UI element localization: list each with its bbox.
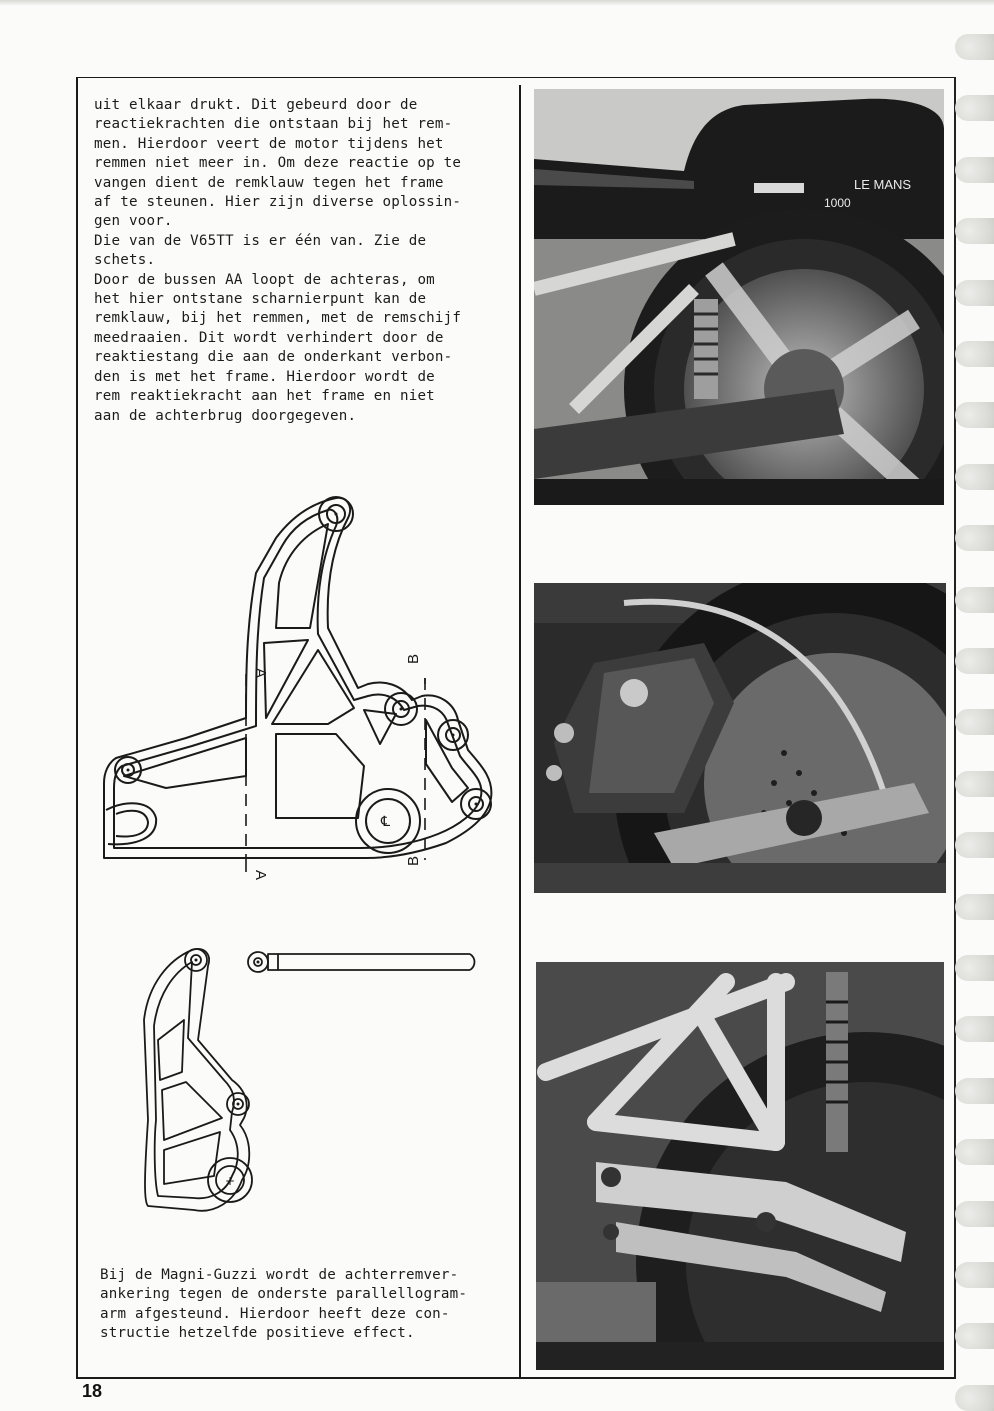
body-line: meedraaien. Dit wordt verhindert door de [94,329,444,346]
section-label-a-bottom: A [252,870,269,881]
binder-hole [955,1323,994,1349]
brake-plate-drawing [96,488,516,888]
body-line: remmen niet meer in. Om deze reactie op te [94,155,462,172]
binder-hole [955,525,994,551]
body-line: men. Hierdoor veert de motor tijdens het [94,135,444,152]
section-label-a-top: A [252,668,269,679]
binder-hole [955,1262,994,1288]
body-line: af te steunen. Hier zijn diverse oplossin- [94,194,462,211]
caption-line: arm afgesteund. Hierdoor heeft deze con- [100,1305,450,1322]
photo-caliper-closeup [534,583,946,893]
binder-hole [955,157,994,183]
photo-magni-parallelogram [536,962,944,1370]
axle-mark: + [225,1174,236,1188]
body-text [94,96,510,426]
binder-hole [955,709,994,735]
binder-hole [955,1016,994,1042]
binder-hole [955,894,994,920]
binder-hole [955,218,994,244]
body-line: gen voor. [94,213,173,230]
binder-hole [955,464,994,490]
binder-hole [955,771,994,797]
binder-hole [955,1078,994,1104]
binder-hole [955,832,994,858]
binder-hole [955,402,994,428]
page-number: 18 [82,1381,103,1401]
body-line: rem reaktiekracht aan het frame en niet [94,388,435,405]
binder-hole [955,1139,994,1165]
page-top-edge [0,0,994,6]
column-divider [519,85,521,1379]
axle-centerline-symbol: ℄ [381,814,390,830]
caption-line: ankering tegen de onderste parallellogram- [100,1286,468,1303]
caption-line: Bij de Magni-Guzzi wordt de achterremver- [100,1267,459,1283]
binder-hole [955,648,994,674]
body-line: het hier ontstane scharnierpunt kan de [94,291,427,308]
body-line: reaktiestang die aan de onderkant verbon- [94,349,453,366]
binder-hole [955,955,994,981]
brake-plate-small-drawing [134,940,494,1220]
body-line: reactiekrachten die ontstaan bij het rem- [94,116,453,133]
body-line: Die van de V65TT is er één van. Zie de [94,232,427,249]
body-line: Door de bussen AA loopt de achteras, om [94,271,435,288]
body-line: den is met het frame. Hierdoor wordt de [94,368,435,385]
binder-hole [955,1201,994,1227]
caption-text [100,1266,516,1344]
binder-hole [955,280,994,306]
badge-1000: 1000 [824,196,851,210]
binder-hole [955,341,994,367]
body-line: aan de achterbrug doorgegeven. [94,407,357,424]
binder-hole [955,1385,994,1411]
binder-hole [955,34,994,60]
body-line: vangen dient de remklauw tegen het frame [94,174,444,191]
binder-hole [955,95,994,121]
body-line: remklauw, bij het remmen, met de remschijf [94,310,462,327]
photo-le-mans-rear [534,89,944,505]
binder-hole [955,587,994,613]
section-label-b-bottom: B [405,855,422,866]
badge-le-mans: LE MANS [854,177,912,192]
caption-line: structie hetzelfde positieve effect. [100,1325,415,1342]
section-label-b-top: B [405,653,422,664]
body-line: uit elkaar drukt. Dit gebeurd door de [94,97,418,113]
body-line: schets. [94,252,156,269]
binder-holes [955,34,994,1394]
